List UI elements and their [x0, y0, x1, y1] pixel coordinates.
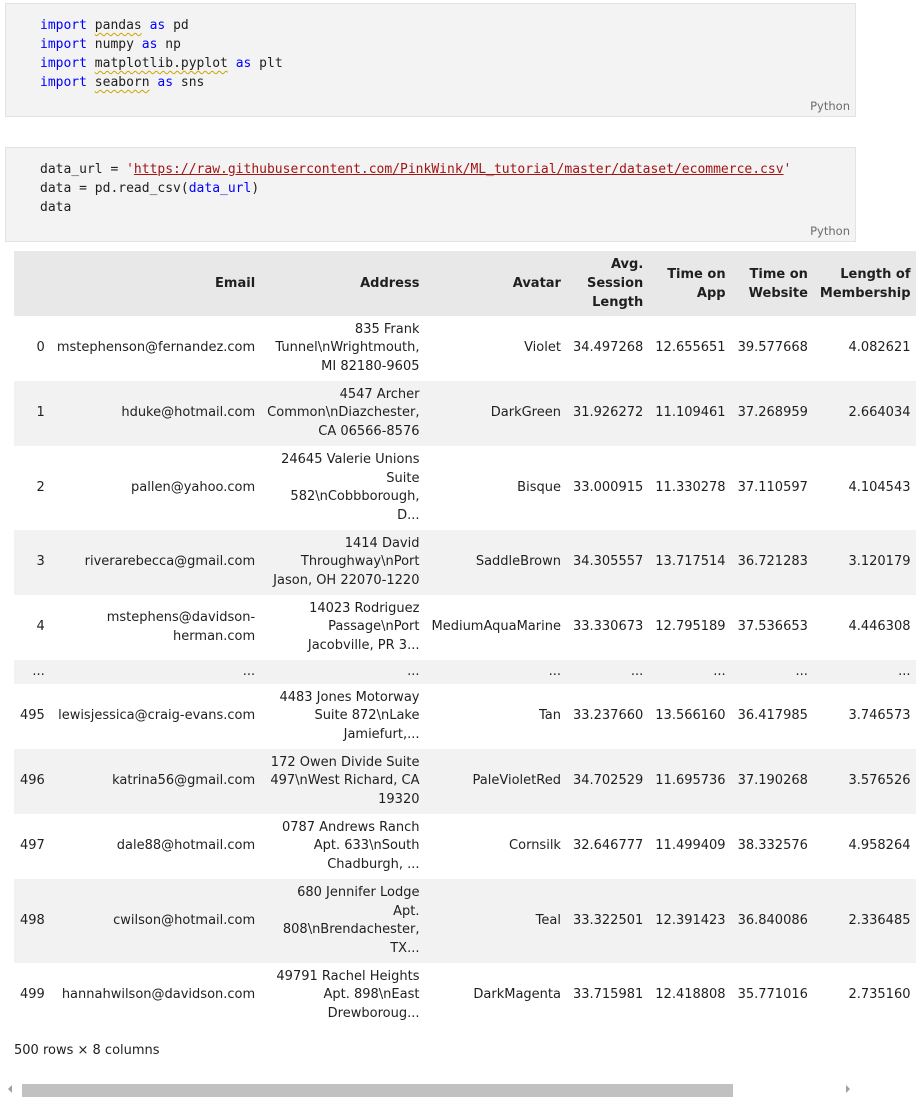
table-cell: ...: [795, 663, 808, 679]
table-cell: Tan: [538, 708, 561, 724]
row-index: 2: [36, 479, 45, 495]
code-line-4: [40, 75, 204, 90]
table-cell: ...: [242, 663, 256, 679]
row-index: 4: [36, 619, 45, 635]
table-cell: 31.926272: [572, 405, 644, 421]
table-cell: SaddleBrown: [475, 554, 561, 570]
table-cell: 4483 Jones Motorway Suite 872\nLake Jamiefurt,...: [279, 689, 420, 742]
column-header: Time on App: [667, 266, 726, 301]
table-cell: 34.497268: [572, 340, 644, 356]
table-cell: ...: [548, 663, 561, 679]
row-index: 496: [20, 773, 45, 789]
table-cell: 11.499409: [655, 838, 726, 854]
table-row: [14, 814, 916, 879]
table-cell: 12.795189: [655, 619, 726, 635]
code-line-2: [40, 37, 181, 52]
keyword-as: as: [149, 18, 166, 33]
table-cell: 11.695736: [655, 773, 726, 789]
table-cell: 835 Frank Tunnel\nWrightmouth, MI 82180-9605: [275, 321, 420, 374]
table-cell: 36.840086: [737, 912, 808, 928]
row-index: 495: [20, 708, 45, 724]
table-cell: 37.536653: [737, 619, 808, 635]
table-row: [14, 530, 916, 595]
table-body: [14, 316, 916, 1028]
table-cell: 34.305557: [572, 554, 644, 570]
table-cell: 38.332576: [737, 838, 808, 854]
keyword-import: import: [40, 56, 87, 71]
table-cell: 2.664034: [848, 405, 911, 421]
table-cell: 37.268959: [737, 405, 808, 421]
table-cell: 36.417985: [737, 708, 808, 724]
dataframe-shape-text: 500 rows × 8 columns: [14, 1043, 160, 1058]
row-index: ...: [32, 663, 45, 679]
code-cell-imports[interactable]: [5, 3, 856, 117]
code-argument: data_url: [188, 181, 252, 196]
table-row: [14, 316, 916, 381]
table-cell: 2.735160: [848, 987, 911, 1003]
table-cell: ...: [630, 663, 644, 679]
table-cell: 11.109461: [655, 405, 726, 421]
table-row: [14, 446, 916, 530]
table-cell: ...: [407, 663, 420, 679]
table-cell: mstephens@davidson-herman.com: [106, 610, 256, 644]
column-header: Avg. Session Length: [586, 257, 644, 310]
table-cell: 1414 David Throughway\nPort Jason, OH 22070-1220: [273, 535, 420, 588]
module-name: matplotlib.pyplot: [94, 56, 228, 71]
table-row: [14, 660, 916, 684]
table-row: [14, 749, 916, 814]
code-text: data: [40, 200, 72, 215]
column-header: Avatar: [512, 276, 561, 291]
module-name: pandas: [94, 18, 142, 33]
table-cell: DarkMagenta: [473, 987, 561, 1003]
code-text: ): [251, 181, 260, 196]
table-cell: 37.190268: [737, 773, 808, 789]
table-cell: 172 Owen Divide Suite 497\nWest Richard, CA 19320: [270, 754, 420, 807]
table-cell: 2.336485: [848, 912, 911, 928]
row-index: 497: [20, 838, 45, 854]
code-line-2: [40, 181, 259, 196]
keyword-import: import: [40, 75, 87, 90]
table-cell: 4.104543: [848, 479, 911, 495]
table-row: [14, 879, 916, 963]
cell-language-label[interactable]: Python: [810, 99, 850, 113]
table-cell: 34.702529: [572, 773, 644, 789]
index-header: [14, 251, 51, 316]
code-line-1: [40, 162, 791, 177]
table-cell: 4.082621: [848, 340, 911, 356]
column-header: Length of Membership: [819, 266, 911, 301]
table-cell: Teal: [535, 912, 561, 928]
table-cell: 49791 Rachel Heights Apt. 898\nEast Drewboroug...: [276, 968, 420, 1021]
string-quote: ': [126, 162, 134, 177]
table-cell: ...: [713, 663, 726, 679]
table-cell: cwilson@hotmail.com: [113, 912, 256, 928]
table-cell: 3.120179: [848, 554, 911, 570]
table-cell: 13.566160: [655, 708, 726, 724]
table-cell: 680 Jennifer Lodge Apt. 808\nBrendachester, TX...: [282, 885, 420, 956]
code-editor-imports[interactable]: [40, 16, 283, 92]
table-cell: 12.418808: [655, 987, 726, 1003]
row-index: 1: [36, 405, 45, 421]
scrollbar-thumb[interactable]: [22, 1084, 733, 1097]
table-cell: 4.958264: [848, 838, 911, 854]
row-index: 499: [20, 987, 45, 1003]
table-cell: 39.577668: [737, 340, 808, 356]
string-quote: ': [783, 162, 792, 177]
table-cell: 36.721283: [737, 554, 808, 570]
table-cell: lewisjessica@craig-evans.com: [58, 708, 256, 724]
table-cell: dale88@hotmail.com: [116, 838, 256, 854]
keyword-import: import: [40, 37, 87, 52]
keyword-as: as: [157, 75, 174, 90]
table-cell: 4.446308: [848, 619, 911, 635]
table-cell: PaleVioletRed: [472, 773, 561, 789]
module-name: seaborn: [94, 75, 150, 90]
code-line-3: [40, 56, 283, 71]
module-alias: pd: [173, 18, 189, 33]
table-row: [14, 595, 916, 660]
table-cell: 13.717514: [655, 554, 726, 570]
code-cell-load-data[interactable]: [5, 147, 856, 242]
table-cell: 33.322501: [572, 912, 644, 928]
code-text: data_url =: [40, 162, 127, 177]
table-cell: Violet: [524, 340, 561, 356]
module-alias: sns: [180, 75, 205, 90]
dataset-url-link[interactable]: https://raw.githubusercontent.com/PinkWink/ML_tutorial/master/dataset/ecommerce.csv: [133, 162, 784, 177]
horizontal-scrollbar[interactable]: [0, 1082, 868, 1099]
dataframe-output[interactable]: [14, 251, 911, 1031]
table-cell: 33.000915: [572, 479, 644, 495]
table-row: [14, 381, 916, 446]
column-header: Time on Website: [748, 266, 808, 301]
table-cell: Cornsilk: [509, 838, 561, 854]
table-cell: 35.771016: [737, 987, 808, 1003]
dataframe-table: [14, 251, 916, 1028]
table-cell: hduke@hotmail.com: [121, 405, 256, 421]
table-cell: 0787 Andrews Ranch Apt. 633\nSouth Chadburgh, ...: [281, 819, 420, 872]
table-cell: 4547 Archer Common\nDiazchester, CA 06566-8576: [267, 386, 420, 439]
scroll-right-arrow-icon[interactable]: [846, 1085, 850, 1093]
table-cell: 3.746573: [848, 708, 911, 724]
table-cell: katrina56@gmail.com: [112, 773, 256, 789]
table-cell: DarkGreen: [490, 405, 561, 421]
code-line-3: [40, 200, 71, 215]
table-cell: 33.330673: [572, 619, 644, 635]
table-header-row: [14, 251, 916, 316]
table-cell: 11.330278: [655, 479, 726, 495]
table-cell: hannahwilson@davidson.com: [61, 987, 256, 1003]
keyword-import: import: [40, 18, 87, 33]
table-cell: ...: [898, 663, 911, 679]
table-cell: 32.646777: [572, 838, 644, 854]
scroll-left-arrow-icon[interactable]: [8, 1085, 12, 1093]
table-cell: MediumAquaMarine: [431, 619, 561, 635]
code-text: data = pd.read_csv(: [40, 181, 189, 196]
table-row: [14, 963, 916, 1028]
row-index: 498: [20, 912, 45, 928]
keyword-as: as: [235, 56, 252, 71]
module-alias: np: [165, 37, 181, 52]
cell-language-label[interactable]: Python: [810, 224, 850, 238]
table-cell: 33.237660: [572, 708, 644, 724]
table-cell: 37.110597: [737, 479, 808, 495]
column-header: Email: [215, 276, 256, 291]
table-cell: pallen@yahoo.com: [131, 479, 256, 495]
table-row: [14, 684, 916, 749]
keyword-as: as: [141, 37, 158, 52]
table-cell: 12.391423: [655, 912, 726, 928]
code-editor-load-data[interactable]: [40, 160, 791, 217]
table-cell: mstephenson@fernandez.com: [56, 340, 256, 356]
table-cell: 3.576526: [848, 773, 911, 789]
table-cell: 33.715981: [572, 987, 644, 1003]
table-cell: riverarebecca@gmail.com: [84, 554, 256, 570]
table-cell: Bisque: [517, 479, 561, 495]
module-name: numpy: [94, 37, 134, 52]
code-line-1: [40, 18, 189, 33]
row-index: 0: [36, 340, 45, 356]
table-cell: 24645 Valerie Unions Suite 582\nCobbborough, D...: [281, 452, 420, 523]
table-cell: 12.655651: [655, 340, 726, 356]
module-alias: plt: [259, 56, 283, 71]
column-header: Address: [360, 276, 420, 291]
table-cell: 14023 Rodriguez Passage\nPort Jacobville, PR 3...: [307, 600, 420, 653]
row-index: 3: [36, 554, 45, 570]
